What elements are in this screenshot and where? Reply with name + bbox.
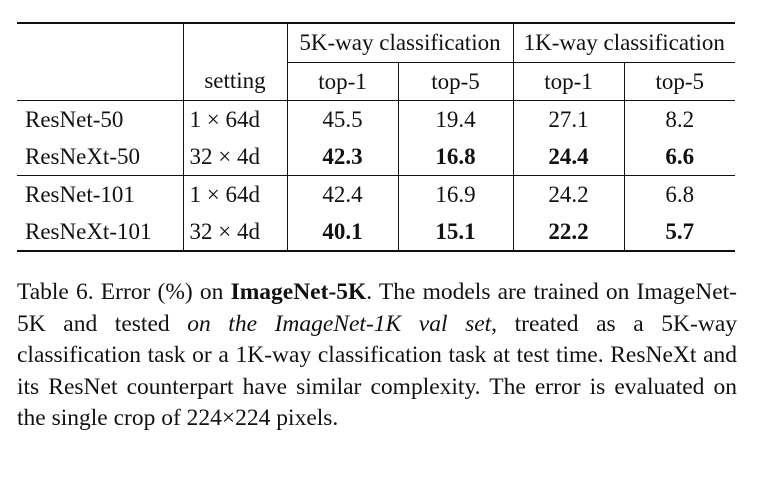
setting-value: 32 × 4d: [183, 213, 287, 251]
setting-value: 1 × 64d: [183, 176, 287, 214]
value-1k-top5: 5.7: [624, 213, 735, 251]
table-row: [17, 138, 735, 176]
caption-text: . The models are trained on ImageNet-5K and tested: [17, 279, 737, 337]
model-name: ResNet-50: [17, 101, 183, 139]
table-header-row-metrics: [17, 63, 735, 101]
group-header-5k: 5K-way classification: [287, 23, 513, 63]
model-name: ResNeXt-50: [17, 138, 183, 176]
value-1k-top1: 24.2: [513, 176, 624, 214]
value-5k-top1: 45.5: [287, 101, 398, 139]
table-row: [17, 101, 735, 139]
value-1k-top1: 27.1: [513, 101, 624, 139]
model-name: ResNet-101: [17, 176, 183, 214]
results-table: [17, 22, 735, 252]
value-1k-top1: 24.4: [513, 138, 624, 176]
sub-header-5k-top5: top-5: [398, 63, 513, 101]
value-1k-top5: 6.6: [624, 138, 735, 176]
table-row: [17, 213, 735, 251]
results-table-container: [17, 22, 735, 252]
empty-header-cell: [183, 23, 287, 63]
setting-header: setting: [183, 63, 287, 101]
caption-text: Table 6. Error (%) on: [17, 279, 231, 305]
sub-header-5k-top1: top-1: [287, 63, 398, 101]
caption-bold-dataset: ImageNet-5K: [230, 279, 367, 305]
value-5k-top1: 42.3: [287, 138, 398, 176]
table-caption: [17, 277, 737, 435]
caption-text: , treated as a 5K-way classification task or a 1K-way classification task at test time. ResNeXt and its ResNet counterpart have similar complexity. The error is evaluated on the single crop of 224×224 pixels.: [17, 310, 737, 432]
empty-header-cell: [17, 63, 183, 101]
value-5k-top5: 16.9: [398, 176, 513, 214]
value-1k-top5: 8.2: [665, 106, 695, 132]
table-header-row-groups: [17, 23, 735, 63]
sub-header-1k-top1: top-1: [513, 63, 624, 101]
group-header-1k: 1K-way classification: [513, 23, 735, 63]
value-5k-top5: 19.4: [398, 101, 513, 139]
setting-value: 1 × 64d: [183, 101, 287, 139]
empty-header-cell: [17, 23, 183, 63]
sub-header-1k-top5: top-5: [624, 63, 735, 101]
value-5k-top5: 15.1: [398, 213, 513, 251]
value-1k-top5: 6.8: [665, 181, 695, 207]
value-5k-top5: 16.8: [398, 138, 513, 176]
value-5k-top1: 40.1: [287, 213, 398, 251]
table-row: [17, 176, 735, 214]
setting-value: 32 × 4d: [183, 138, 287, 176]
caption-italic-eval: on the ImageNet-1K val set: [187, 310, 492, 337]
value-5k-top1: 42.4: [287, 176, 398, 214]
model-name: ResNeXt-101: [17, 213, 183, 251]
value-1k-top1: 22.2: [513, 213, 624, 251]
